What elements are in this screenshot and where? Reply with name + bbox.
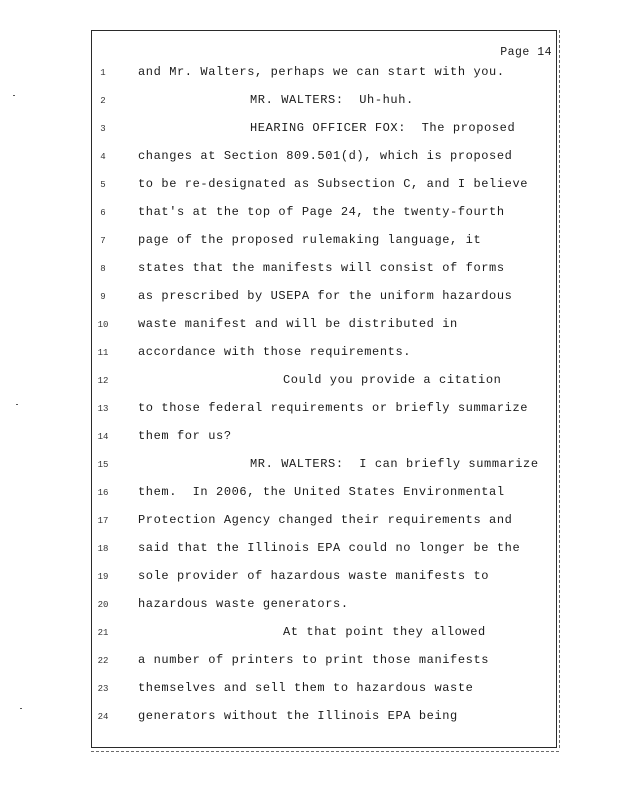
transcript-line (0, 540, 618, 560)
line-number: 6 (100, 208, 106, 218)
line-text: and Mr. Walters, perhaps we can start with you. (138, 65, 505, 79)
transcript-line (0, 400, 618, 420)
line-text: MR. WALTERS: Uh-huh. (250, 93, 414, 107)
line-number: 16 (97, 488, 109, 498)
line-number: 14 (97, 432, 109, 442)
line-text: themselves and sell them to hazardous waste (138, 681, 474, 695)
line-text: them for us? (138, 429, 232, 443)
line-text: generators without the Illinois EPA being (138, 709, 458, 723)
transcript-line (0, 260, 618, 280)
line-text: a number of printers to print those manifests (138, 653, 490, 667)
line-text: hazardous waste generators. (138, 597, 349, 611)
line-number: 8 (100, 264, 106, 274)
transcript-line (0, 596, 618, 616)
line-number: 11 (97, 348, 109, 358)
scan-speck (16, 404, 18, 405)
scan-speck (20, 708, 22, 709)
line-number: 3 (100, 124, 106, 134)
line-number: 24 (97, 712, 109, 722)
line-text: waste manifest and will be distributed in (138, 317, 458, 331)
line-text: MR. WALTERS: I can briefly summarize (250, 457, 539, 471)
transcript-line (0, 568, 618, 588)
transcript-line (0, 176, 618, 196)
line-text: to be re-designated as Subsection C, and I believe (138, 177, 529, 191)
line-number: 15 (97, 460, 109, 470)
transcript-line (0, 428, 618, 448)
line-text: said that the Illinois EPA could no longer be the (138, 541, 521, 555)
line-number: 9 (100, 292, 106, 302)
transcript-line (0, 120, 618, 140)
transcript-line (0, 512, 618, 532)
line-number: 12 (97, 376, 109, 386)
line-number: 5 (100, 180, 106, 190)
transcript-line (0, 204, 618, 224)
line-text: that's at the top of Page 24, the twenty-fourth (138, 205, 505, 219)
page-number: Page 14 (500, 46, 552, 59)
line-number: 2 (100, 96, 106, 106)
line-text: accordance with those requirements. (138, 345, 412, 359)
scan-speck (13, 95, 15, 96)
transcript-line (0, 456, 618, 476)
line-number: 21 (97, 628, 109, 638)
line-text: page of the proposed rulemaking language, it (138, 233, 482, 247)
line-text: changes at Section 809.501(d), which is proposed (138, 149, 513, 163)
transcript-line (0, 344, 618, 364)
transcript-line (0, 148, 618, 168)
line-number: 22 (97, 656, 109, 666)
line-number: 20 (97, 600, 109, 610)
line-number: 13 (97, 404, 109, 414)
transcript-line (0, 232, 618, 252)
line-text: to those federal requirements or briefly summarize (138, 401, 529, 415)
transcript-line (0, 372, 618, 392)
transcript-line (0, 64, 618, 84)
transcript-line (0, 680, 618, 700)
line-number: 7 (100, 236, 106, 246)
line-number: 1 (100, 68, 106, 78)
line-text: them. In 2006, the United States Environmental (138, 485, 505, 499)
line-number: 17 (97, 516, 109, 526)
line-number: 18 (97, 544, 109, 554)
bottom-margin-line (91, 751, 559, 752)
line-text: Could you provide a citation (283, 373, 502, 387)
transcript-line (0, 708, 618, 728)
line-number: 19 (97, 572, 109, 582)
transcript-line (0, 484, 618, 504)
line-text: sole provider of hazardous waste manifests to (138, 569, 490, 583)
line-text: HEARING OFFICER FOX: The proposed (250, 121, 516, 135)
line-number: 10 (97, 320, 109, 330)
line-text: At that point they allowed (283, 625, 486, 639)
line-number: 23 (97, 684, 109, 694)
transcript-line (0, 316, 618, 336)
transcript-line (0, 92, 618, 112)
line-text: states that the manifests will consist of forms (138, 261, 505, 275)
transcript-line (0, 288, 618, 308)
line-number: 4 (100, 152, 106, 162)
line-text: Protection Agency changed their requirements and (138, 513, 513, 527)
transcript-line (0, 624, 618, 644)
line-text: as prescribed by USEPA for the uniform hazardous (138, 289, 513, 303)
transcript-line (0, 652, 618, 672)
